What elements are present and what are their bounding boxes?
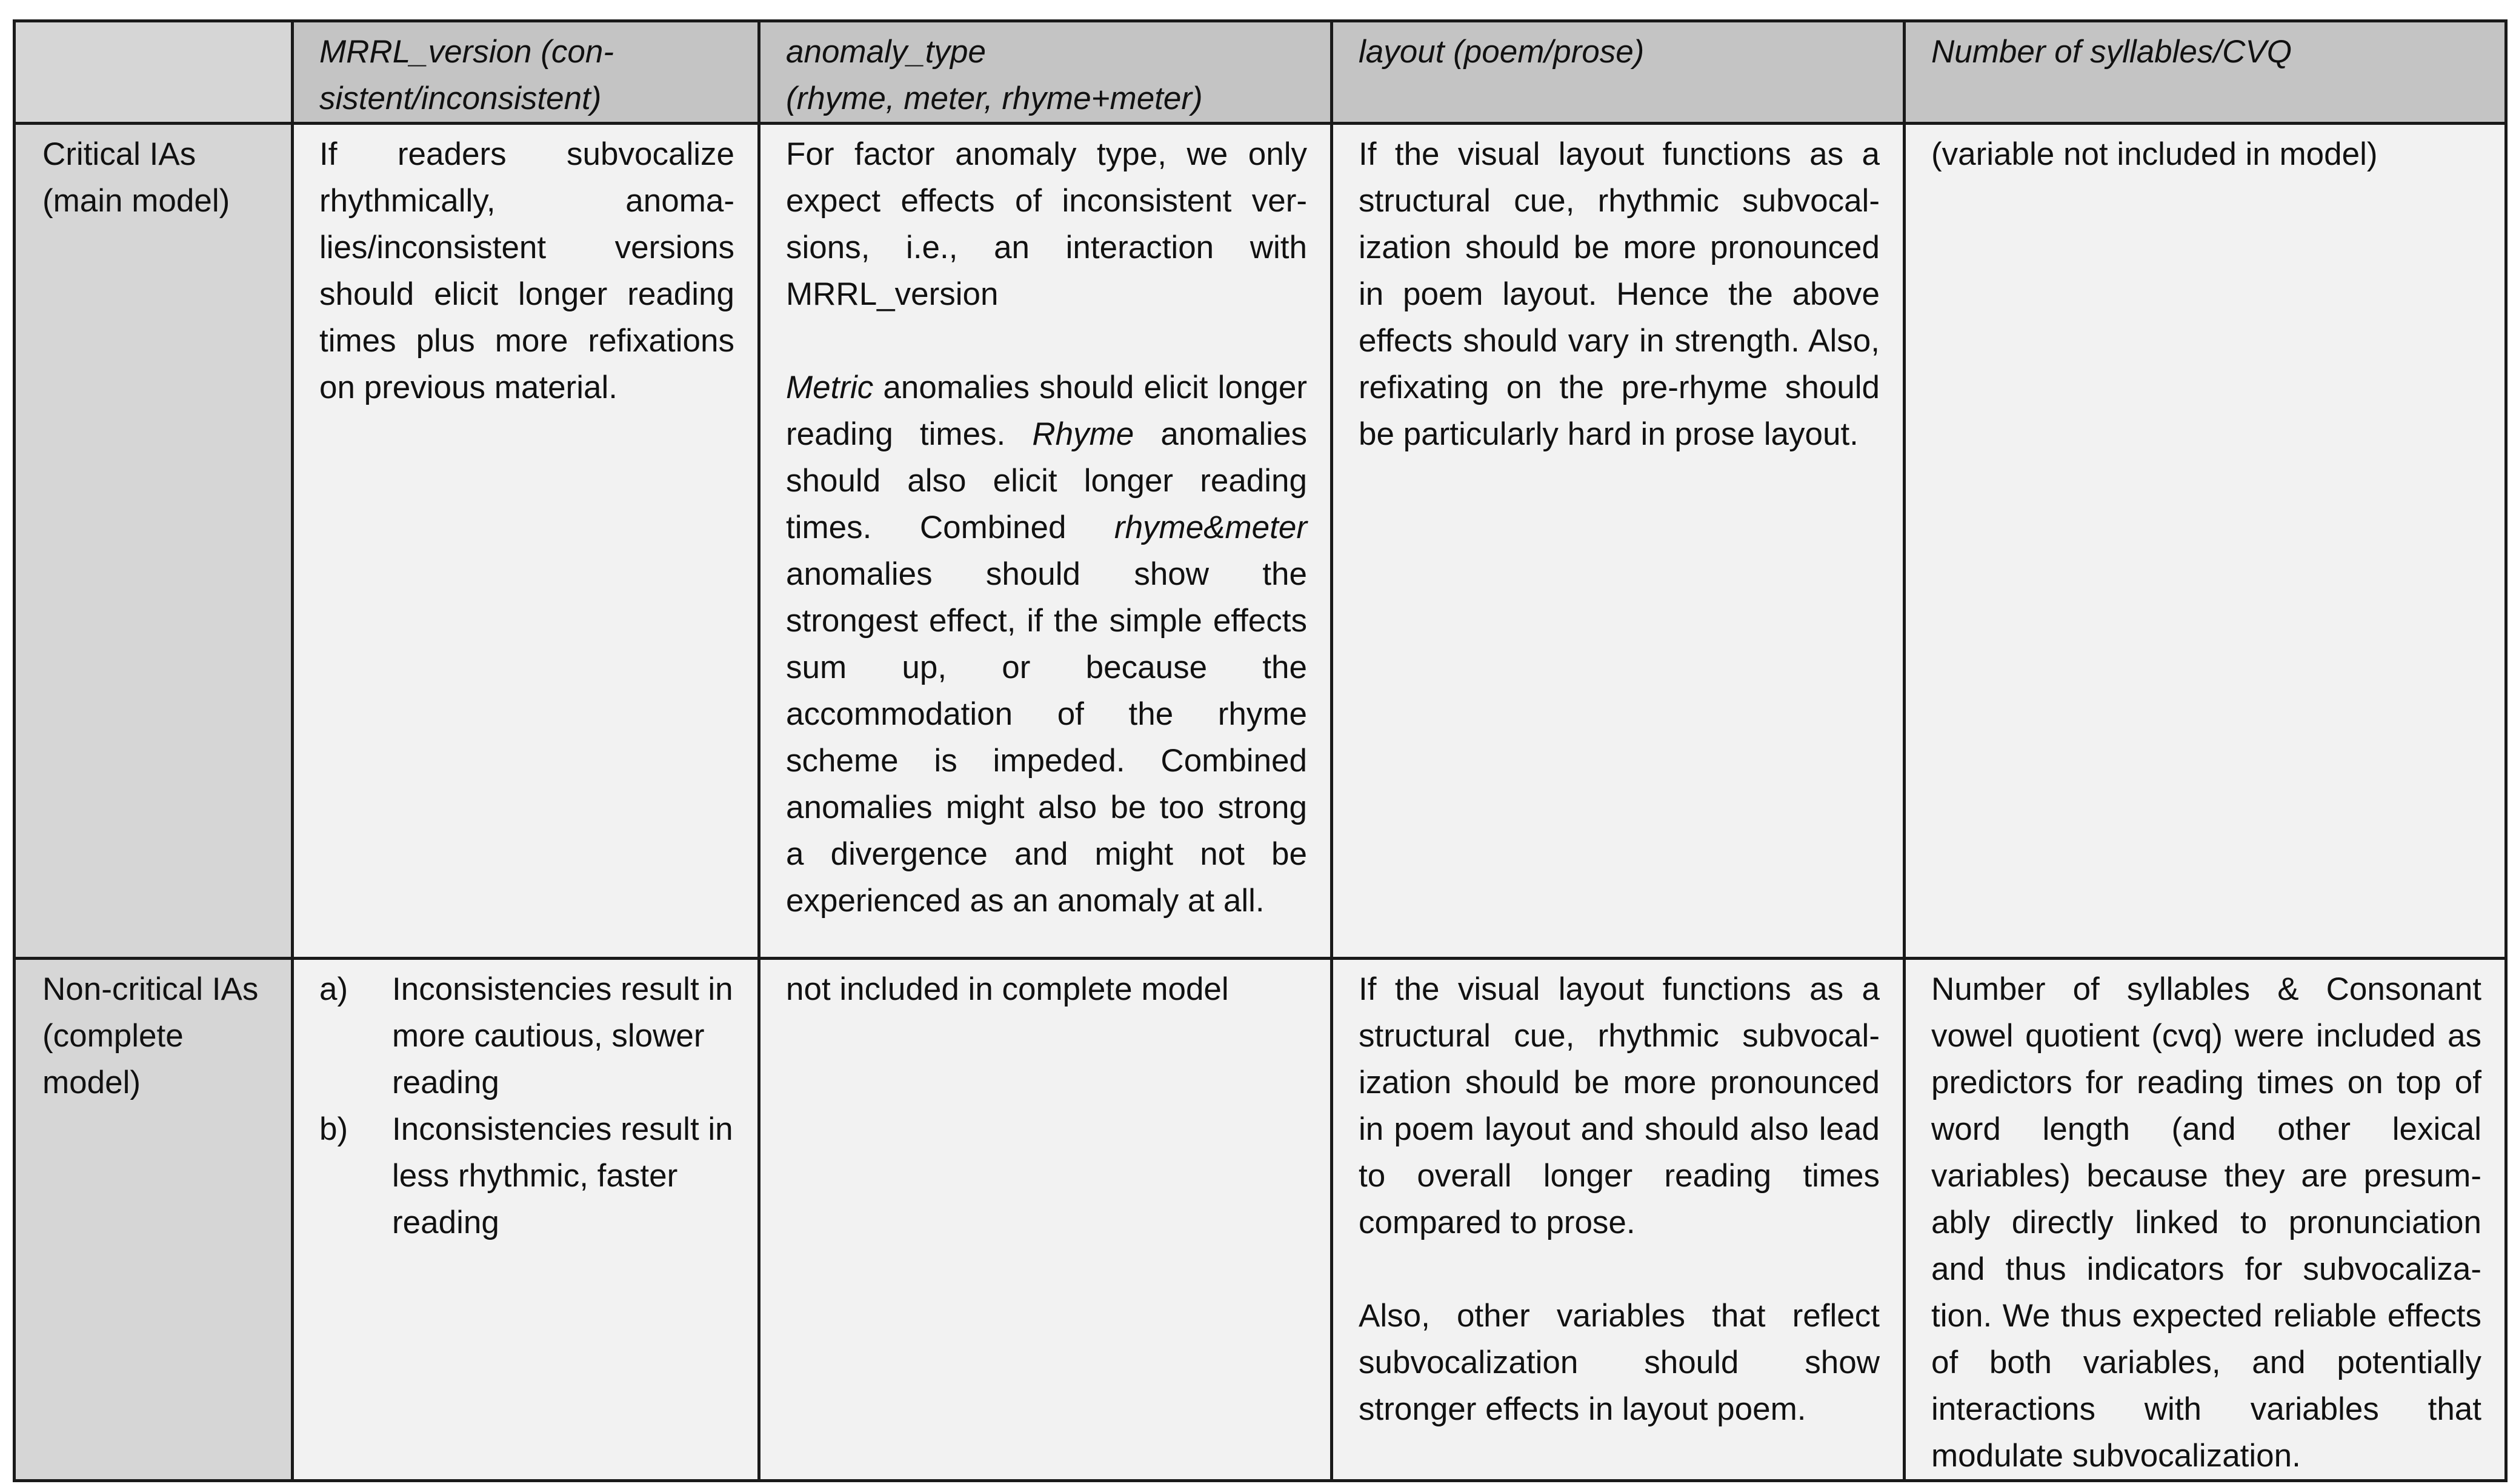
text-run: anomalies should also elicit longer reading times. Combined (786, 416, 1307, 545)
row-label-critical: Critical IAs (main model) (15, 124, 293, 959)
header-anomaly-type (759, 21, 1332, 124)
text-run: anomalies should show the strongest effect, if the simple effects sum up, or because the accommodation of the rhyme scheme is impeded. Combined anomalies might also be too strong a divergence and might not be experienced as an anomaly at all. (786, 556, 1307, 919)
critical-anomaly-para2 (786, 364, 1307, 924)
row-label-noncritical (15, 959, 293, 1481)
cell-noncritical-layout (1332, 959, 1905, 1481)
header-anomaly-type-line1: anomaly_type (786, 34, 986, 70)
term-rhyme: Rhyme (1032, 416, 1134, 452)
header-mrrl-version-line1: MRRL_version (con- (319, 34, 614, 70)
header-mrrl-version-line2: sistent/inconsistent) (319, 81, 602, 116)
noncritical-layout-para1: If the visual layout functions as a structural cue, rhythmic subvocalization should be more pronounced in poem layout and should also lead to overall longer reading times compared to prose. (1359, 971, 1880, 1240)
list-marker: a) (319, 971, 348, 1007)
cell-noncritical-mrrl (293, 959, 759, 1481)
list-item (319, 966, 734, 1106)
list-item (319, 1106, 734, 1246)
cell-critical-syllables: (variable not included in model) (1905, 124, 2506, 959)
row-critical-ias (15, 124, 2506, 959)
header-row (15, 21, 2506, 124)
noncritical-layout-para2: Also, other variables that reflect subvocalization should show stronger effects in layout poem. (1359, 1298, 1880, 1427)
list-text: Inconsistencies result in less rhythmic, faster reading (392, 1111, 733, 1240)
cell-noncritical-syllables: Number of syllables & Consonant vowel quotient (cvq) were included as predictors for reading times on top of word length (and other lexical variables) because they are presumably directly linked to pronunciation and thus indicators for subvocalization. We thus expected reliable effects of both variables, and potentially interactions with variables that modulate subvocalization. (1905, 959, 2506, 1481)
term-metric: Metric (786, 370, 874, 405)
hypothesis-list (319, 966, 734, 1246)
cell-critical-layout: If the visual layout functions as a structural cue, rhythmic subvocalization should be more pronounced in poem layout. Hence the above effects should vary in strength. Also, refixating on the pre-rhyme should be particularly hard in prose layout. (1332, 124, 1905, 959)
cell-noncritical-anomaly: not included in complete model (759, 959, 1332, 1481)
header-syllables-cvq: Number of syllables/CVQ (1905, 21, 2506, 124)
row-label-noncritical-text: Non-critical IAs (complete model) (42, 971, 259, 1100)
term-rhyme-meter: rhyme&meter (1114, 510, 1307, 545)
cell-critical-mrrl: If readers subvocalize rhythmically, anomalies/inconsistent versions should elicit longer reading times plus more refixations on previous material. (293, 124, 759, 959)
header-mrrl-version (293, 21, 759, 124)
list-text: Inconsistencies result in more cautious, slower reading (392, 971, 733, 1100)
list-marker: b) (319, 1111, 348, 1147)
critical-anomaly-para1: For factor anomaly type, we only expect effects of inconsistent versions, i.e., an interaction with MRRL_version (786, 136, 1307, 312)
hypotheses-table (13, 19, 2508, 1482)
corner-cell (15, 21, 293, 124)
cell-critical-anomaly (759, 124, 1332, 959)
text-run: anomalies should elicit longer reading times. (786, 370, 1307, 452)
row-noncritical-ias (15, 959, 2506, 1481)
header-anomaly-type-line2: (rhyme, meter, rhyme+meter) (786, 81, 1203, 116)
header-layout: layout (poem/prose) (1332, 21, 1905, 124)
